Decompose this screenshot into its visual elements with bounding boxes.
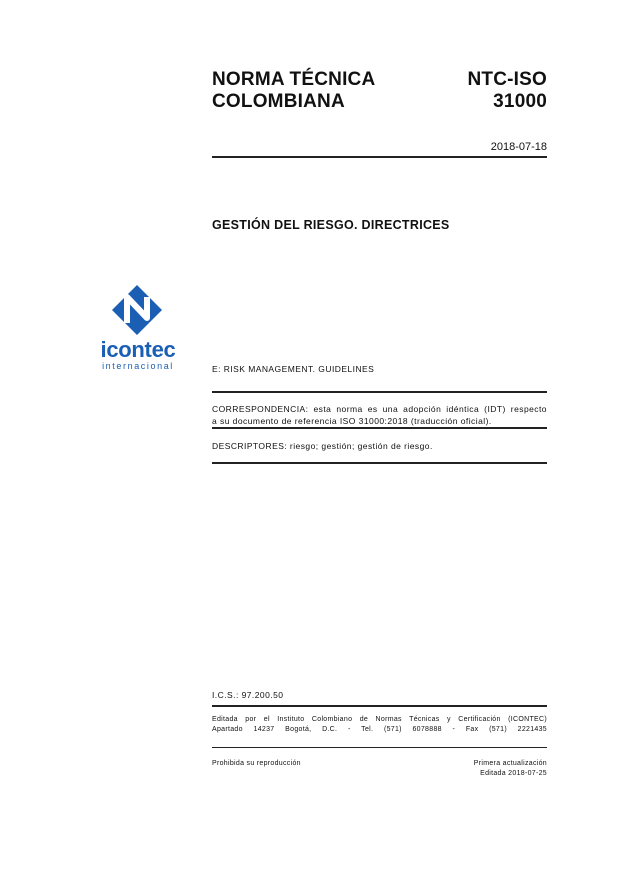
english-title: E: RISK MANAGEMENT. GUIDELINES — [212, 364, 375, 374]
divider-ics — [212, 705, 547, 707]
publisher-line1: Editada por el Instituto Colombiano de Normas Técnicas y Certificación (ICONTEC) — [212, 716, 547, 723]
update-label: Primera actualización — [473, 760, 547, 767]
standard-code-line2: 31000 — [493, 91, 547, 112]
reproduction-notice: Prohibida su reproducción — [212, 760, 301, 767]
document-title: GESTIÓN DEL RIESGO. DIRECTRICES — [212, 218, 450, 232]
icontec-logo — [94, 283, 182, 373]
publication-date: 2018-07-18 — [490, 141, 547, 153]
correspondence-line2: a su documento de referencia ISO 31000:2018 (traducción oficial). — [212, 416, 492, 426]
divider-correspondence — [212, 427, 547, 429]
standard-code-line1: NTC-ISO — [467, 69, 547, 90]
header-divider — [212, 156, 547, 158]
logo-wordmark: icontec — [100, 337, 176, 362]
publisher-line2: Apartado 14237 Bogotá, D.C. - Tel. (571) 6078888 - Fax (571) 2221435 — [212, 726, 547, 733]
logo-subword: internacional — [102, 361, 174, 371]
icontec-n-logo-icon — [110, 283, 164, 339]
divider-footer — [212, 747, 547, 748]
standard-type-line1: NORMA TÉCNICA — [212, 69, 376, 90]
divider-english — [212, 391, 547, 393]
standard-type-line2: COLOMBIANA — [212, 91, 345, 112]
ics-code: I.C.S.: 97.200.50 — [212, 690, 284, 700]
update-date: Editada 2018-07-25 — [480, 770, 547, 777]
descriptors: DESCRIPTORES: riesgo; gestión; gestión de riesgo. — [212, 441, 433, 451]
divider-descriptors — [212, 462, 547, 464]
correspondence-line1: CORRESPONDENCIA: esta norma es una adopción idéntica (IDT) respecto — [212, 404, 547, 414]
